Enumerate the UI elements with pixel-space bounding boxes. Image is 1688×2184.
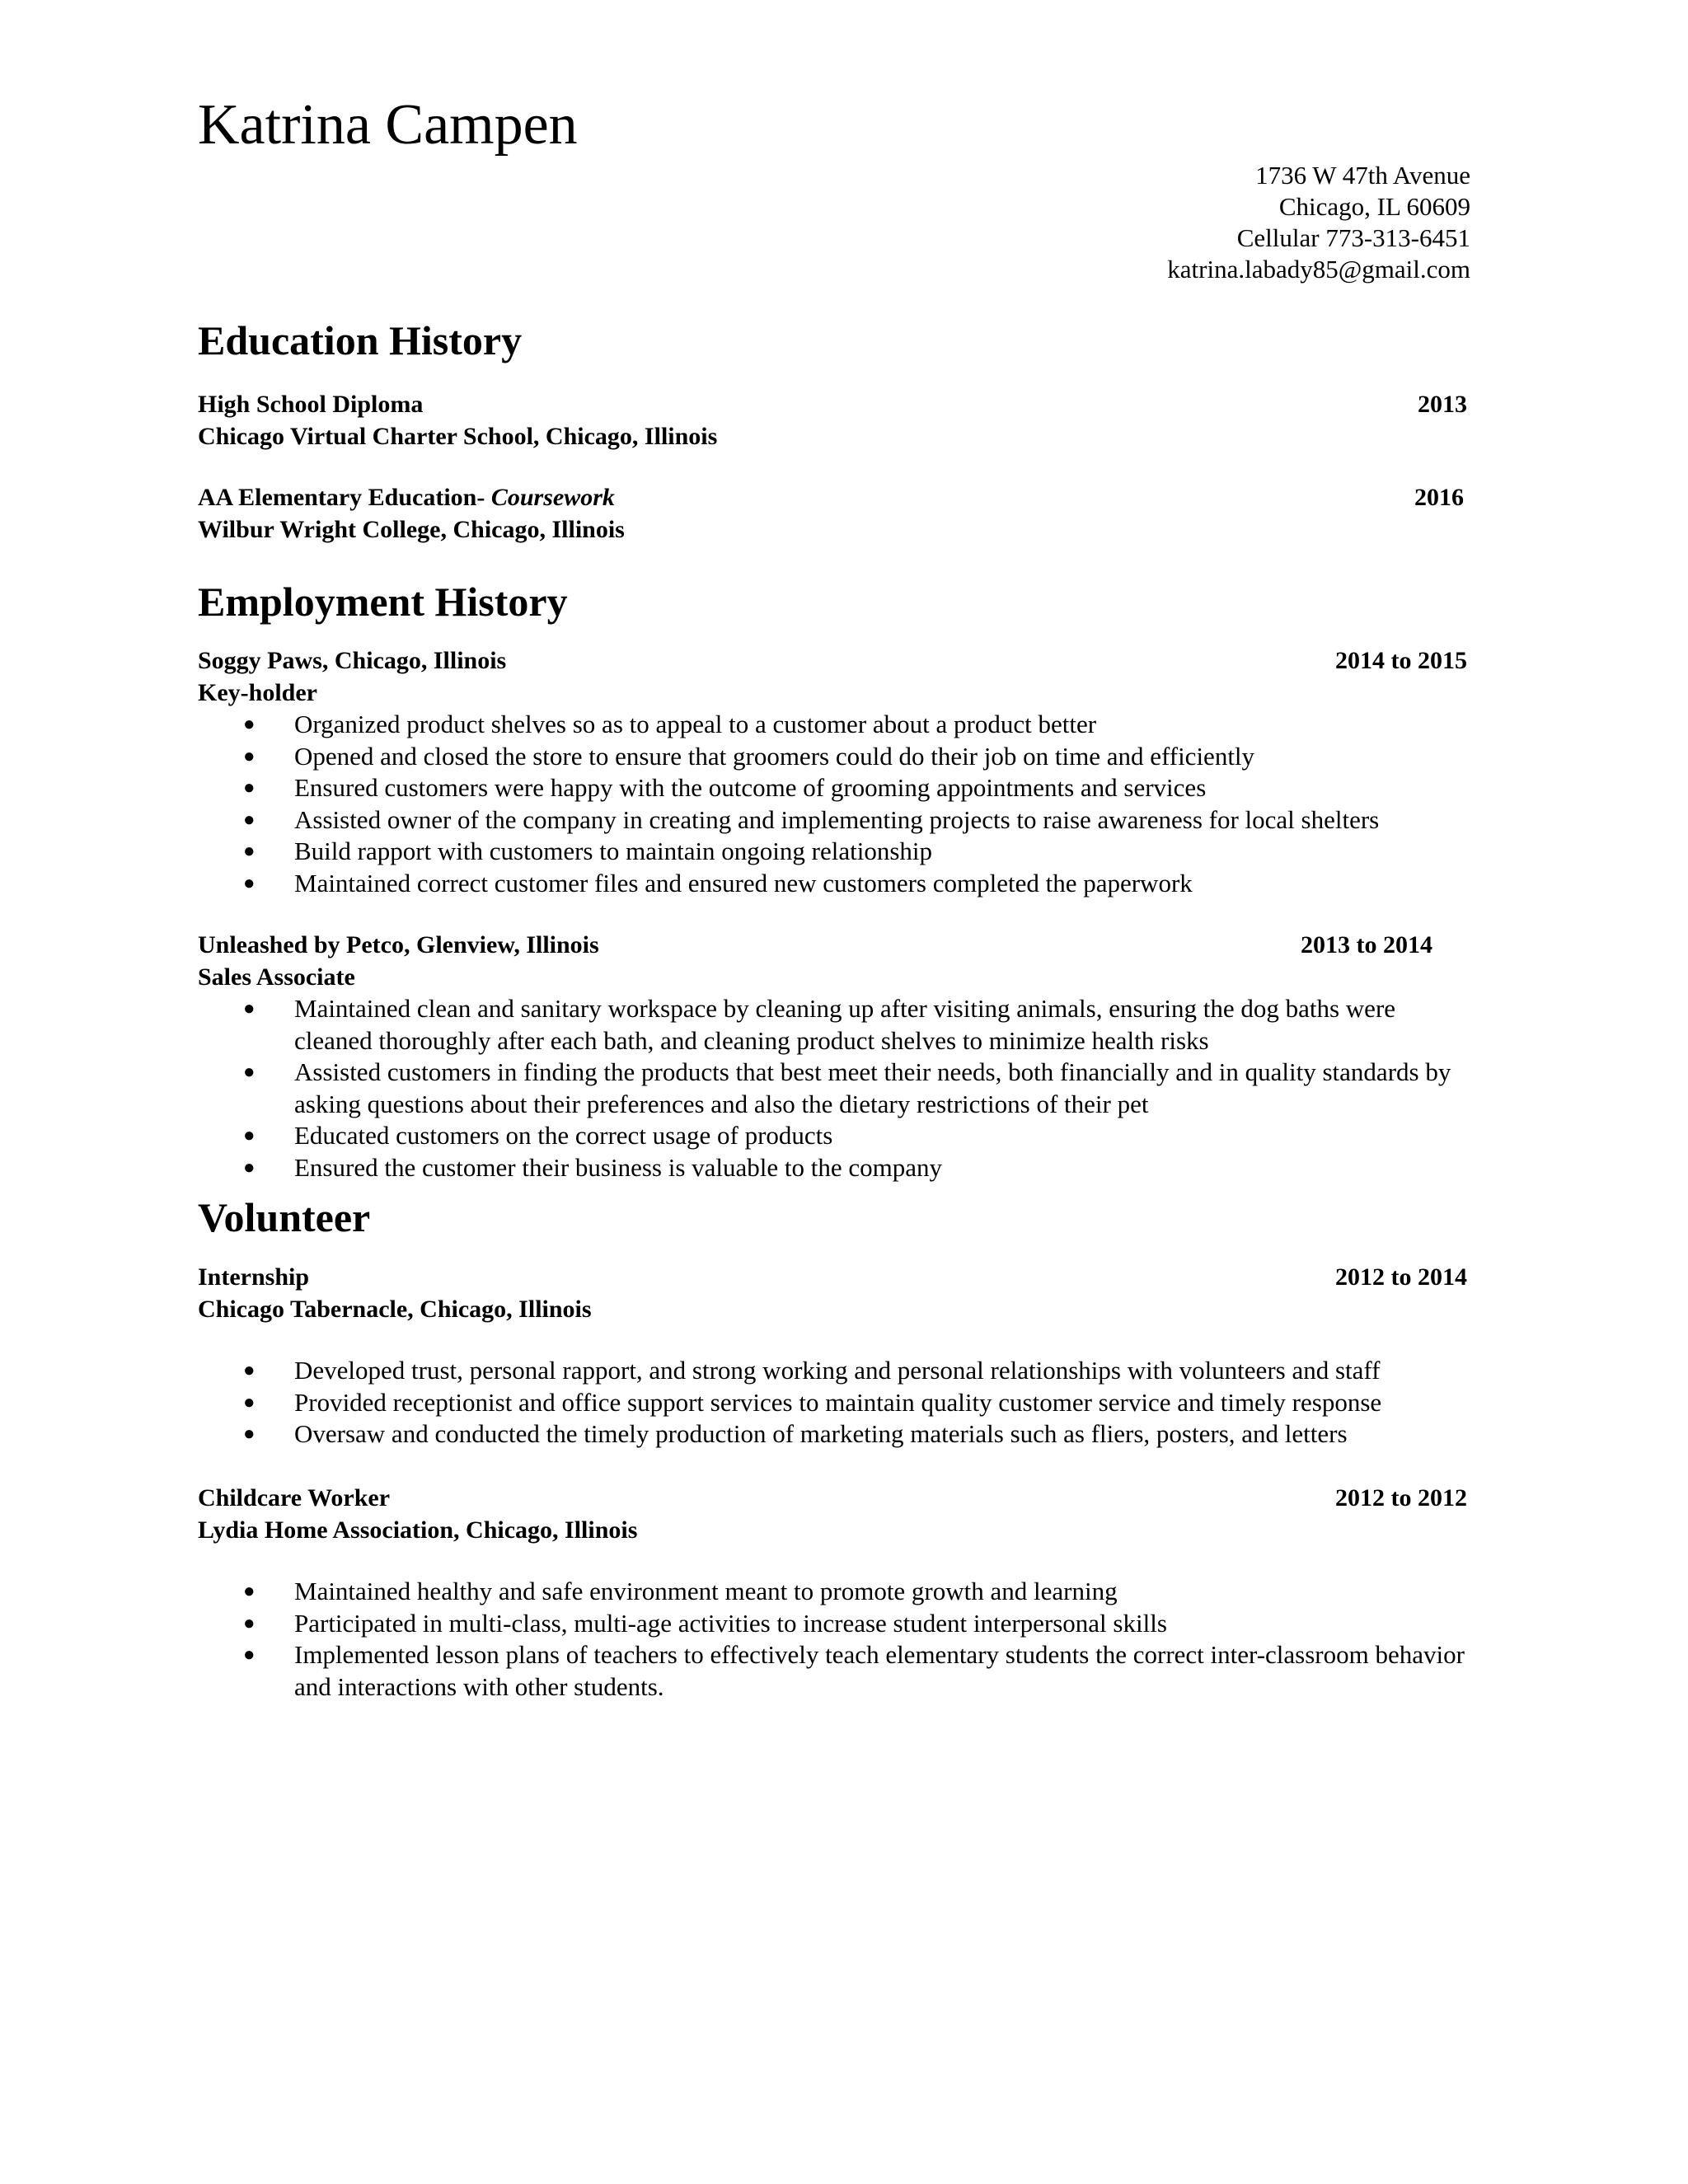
contact-block: [1167, 160, 1470, 285]
bullet-list: [198, 709, 1467, 899]
bullet-dot-icon: ●: [243, 1644, 256, 1666]
entry-title: Unleashed by Petco, Glenview, Illinois: [198, 931, 599, 958]
bullet-dot-icon: ●: [243, 841, 256, 862]
entry-title: Childcare Worker: [198, 1484, 391, 1511]
bullet-dot-icon: ●: [243, 1125, 256, 1146]
education-section-title: Education History: [198, 317, 523, 363]
applicant-name: Katrina Campen: [198, 93, 578, 157]
bullet-item: ● Ensured the customer their business is valuable to the company: [198, 1152, 1467, 1184]
bullet-dot-icon: ●: [243, 1156, 256, 1179]
entry-title-line: [198, 929, 1467, 961]
bullet-list: [198, 1576, 1467, 1703]
entry-title: AA Elementary Education-: [198, 484, 485, 511]
bullet-item: ● Organized product shelves so as to appeal to a customer about a product better: [198, 709, 1467, 741]
volunteer-entry-childcare: [198, 1482, 1467, 1703]
education-entry-diploma: [198, 388, 1467, 452]
entry-title-line: [198, 481, 1467, 513]
bullet-item: ● Assisted customers in finding the products that best meet their needs, both financially and in quality standards by asking questions about their preferences and also the dietary restrictions of their pet: [243, 1057, 1451, 1118]
bullet-dot-icon: ●: [243, 1062, 256, 1083]
entry-subtitle: Chicago Virtual Charter School, Chicago, Illinois: [198, 423, 718, 450]
bullet-dot-icon: ●: [243, 1581, 256, 1602]
entry-title: High School Diploma: [198, 391, 424, 418]
education-entry-aa: [198, 481, 1467, 546]
bullet-item: ● Maintained clean and sanitary workspace by cleaning up after visiting animals, ensuring the dog baths were cleaned thoroughly after each bath, and cleaning product shelves to minimize health risks: [243, 994, 1396, 1055]
entry-subtitle: Wilbur Wright College, Chicago, Illinois: [198, 516, 625, 543]
bullet-dot-icon: ●: [243, 1612, 256, 1634]
bullet-dot-icon: ●: [243, 1360, 256, 1381]
bullet-item: ● Oversaw and conducted the timely production of marketing materials such as fliers, posters, and letters: [198, 1418, 1467, 1451]
bullet-item: ● Opened and closed the store to ensure that groomers could do their job on time and efficiently: [198, 741, 1467, 773]
bullet-item: ● Participated in multi-class, multi-age activities to increase student interpersonal skills: [198, 1608, 1467, 1640]
bullet-item: ● Implemented lesson plans of teachers to effectively teach elementary students the correct inter-classroom behavior and interactions with other students.: [243, 1640, 1465, 1701]
entry-title-line: [198, 1482, 1467, 1514]
bullet-dot-icon: ●: [243, 1423, 256, 1445]
employment-entry-soggy-paws: [198, 644, 1467, 899]
volunteer-section-title: Volunteer: [198, 1194, 371, 1240]
bullet-item: ● Assisted owner of the company in creating and implementing projects to raise awareness for local shelters: [198, 804, 1467, 837]
bullet-dot-icon: ●: [243, 998, 256, 1019]
employment-section-title: Employment History: [198, 579, 568, 625]
entry-title-italic: Coursework: [490, 484, 615, 511]
volunteer-entry-internship: [198, 1261, 1467, 1451]
bullet-list: [198, 993, 1467, 1183]
entry-title: Internship: [198, 1263, 310, 1291]
bullet-item: ● Provided receptionist and office support services to maintain quality customer service and timely response: [198, 1387, 1467, 1419]
bullet-list: [198, 1355, 1467, 1451]
entry-subtitle: Chicago Tabernacle, Chicago, Illinois: [198, 1296, 592, 1323]
entry-title-line: [198, 388, 1467, 420]
entry-subtitle: Sales Associate: [198, 963, 355, 991]
bullet-dot-icon: ●: [243, 777, 256, 799]
bullet-dot-icon: ●: [243, 745, 256, 767]
bullet-dot-icon: ●: [243, 872, 256, 894]
bullet-item: ● Developed trust, personal rapport, and strong working and personal relationships with volunteers and staff: [198, 1355, 1467, 1387]
entry-subtitle: Lydia Home Association, Chicago, Illinois: [198, 1516, 638, 1544]
entry-title-line: [198, 1261, 1467, 1293]
bullet-item: ● Build rapport with customers to maintain ongoing relationship: [198, 836, 1467, 868]
employment-entry-petco: [198, 929, 1467, 1183]
bullet-dot-icon: ●: [243, 808, 256, 831]
bullet-item: ● Educated customers on the correct usage of products: [198, 1120, 1467, 1152]
contact-phone: Cellular 773-313-6451: [1236, 223, 1470, 252]
bullet-item: ● Ensured customers were happy with the outcome of grooming appointments and services: [198, 772, 1467, 804]
entry-subtitle: Key-holder: [198, 679, 317, 706]
contact-email: katrina.labady85@gmail.com: [1167, 255, 1470, 284]
entry-date: 2014 to 2015: [1335, 647, 1467, 674]
entry-date: 2013 to 2014: [1301, 931, 1432, 958]
bullet-item: ● Maintained healthy and safe environment meant to promote growth and learning: [198, 1576, 1467, 1608]
entry-date: 2012 to 2014: [1335, 1263, 1467, 1291]
bullet-dot-icon: ●: [243, 714, 256, 735]
entry-title: Soggy Paws, Chicago, Illinois: [198, 647, 507, 674]
entry-date: 2016: [1414, 484, 1464, 511]
entry-date: 2012 to 2012: [1335, 1484, 1467, 1511]
bullet-item: ● Maintained correct customer files and ensured new customers completed the paperwork: [198, 868, 1467, 900]
entry-date: 2013: [1418, 391, 1467, 418]
contact-address: 1736 W 47th Avenue: [1255, 161, 1470, 190]
bullet-dot-icon: ●: [243, 1391, 256, 1413]
contact-city: Chicago, IL 60609: [1278, 192, 1470, 221]
entry-title-line: [198, 644, 1467, 677]
